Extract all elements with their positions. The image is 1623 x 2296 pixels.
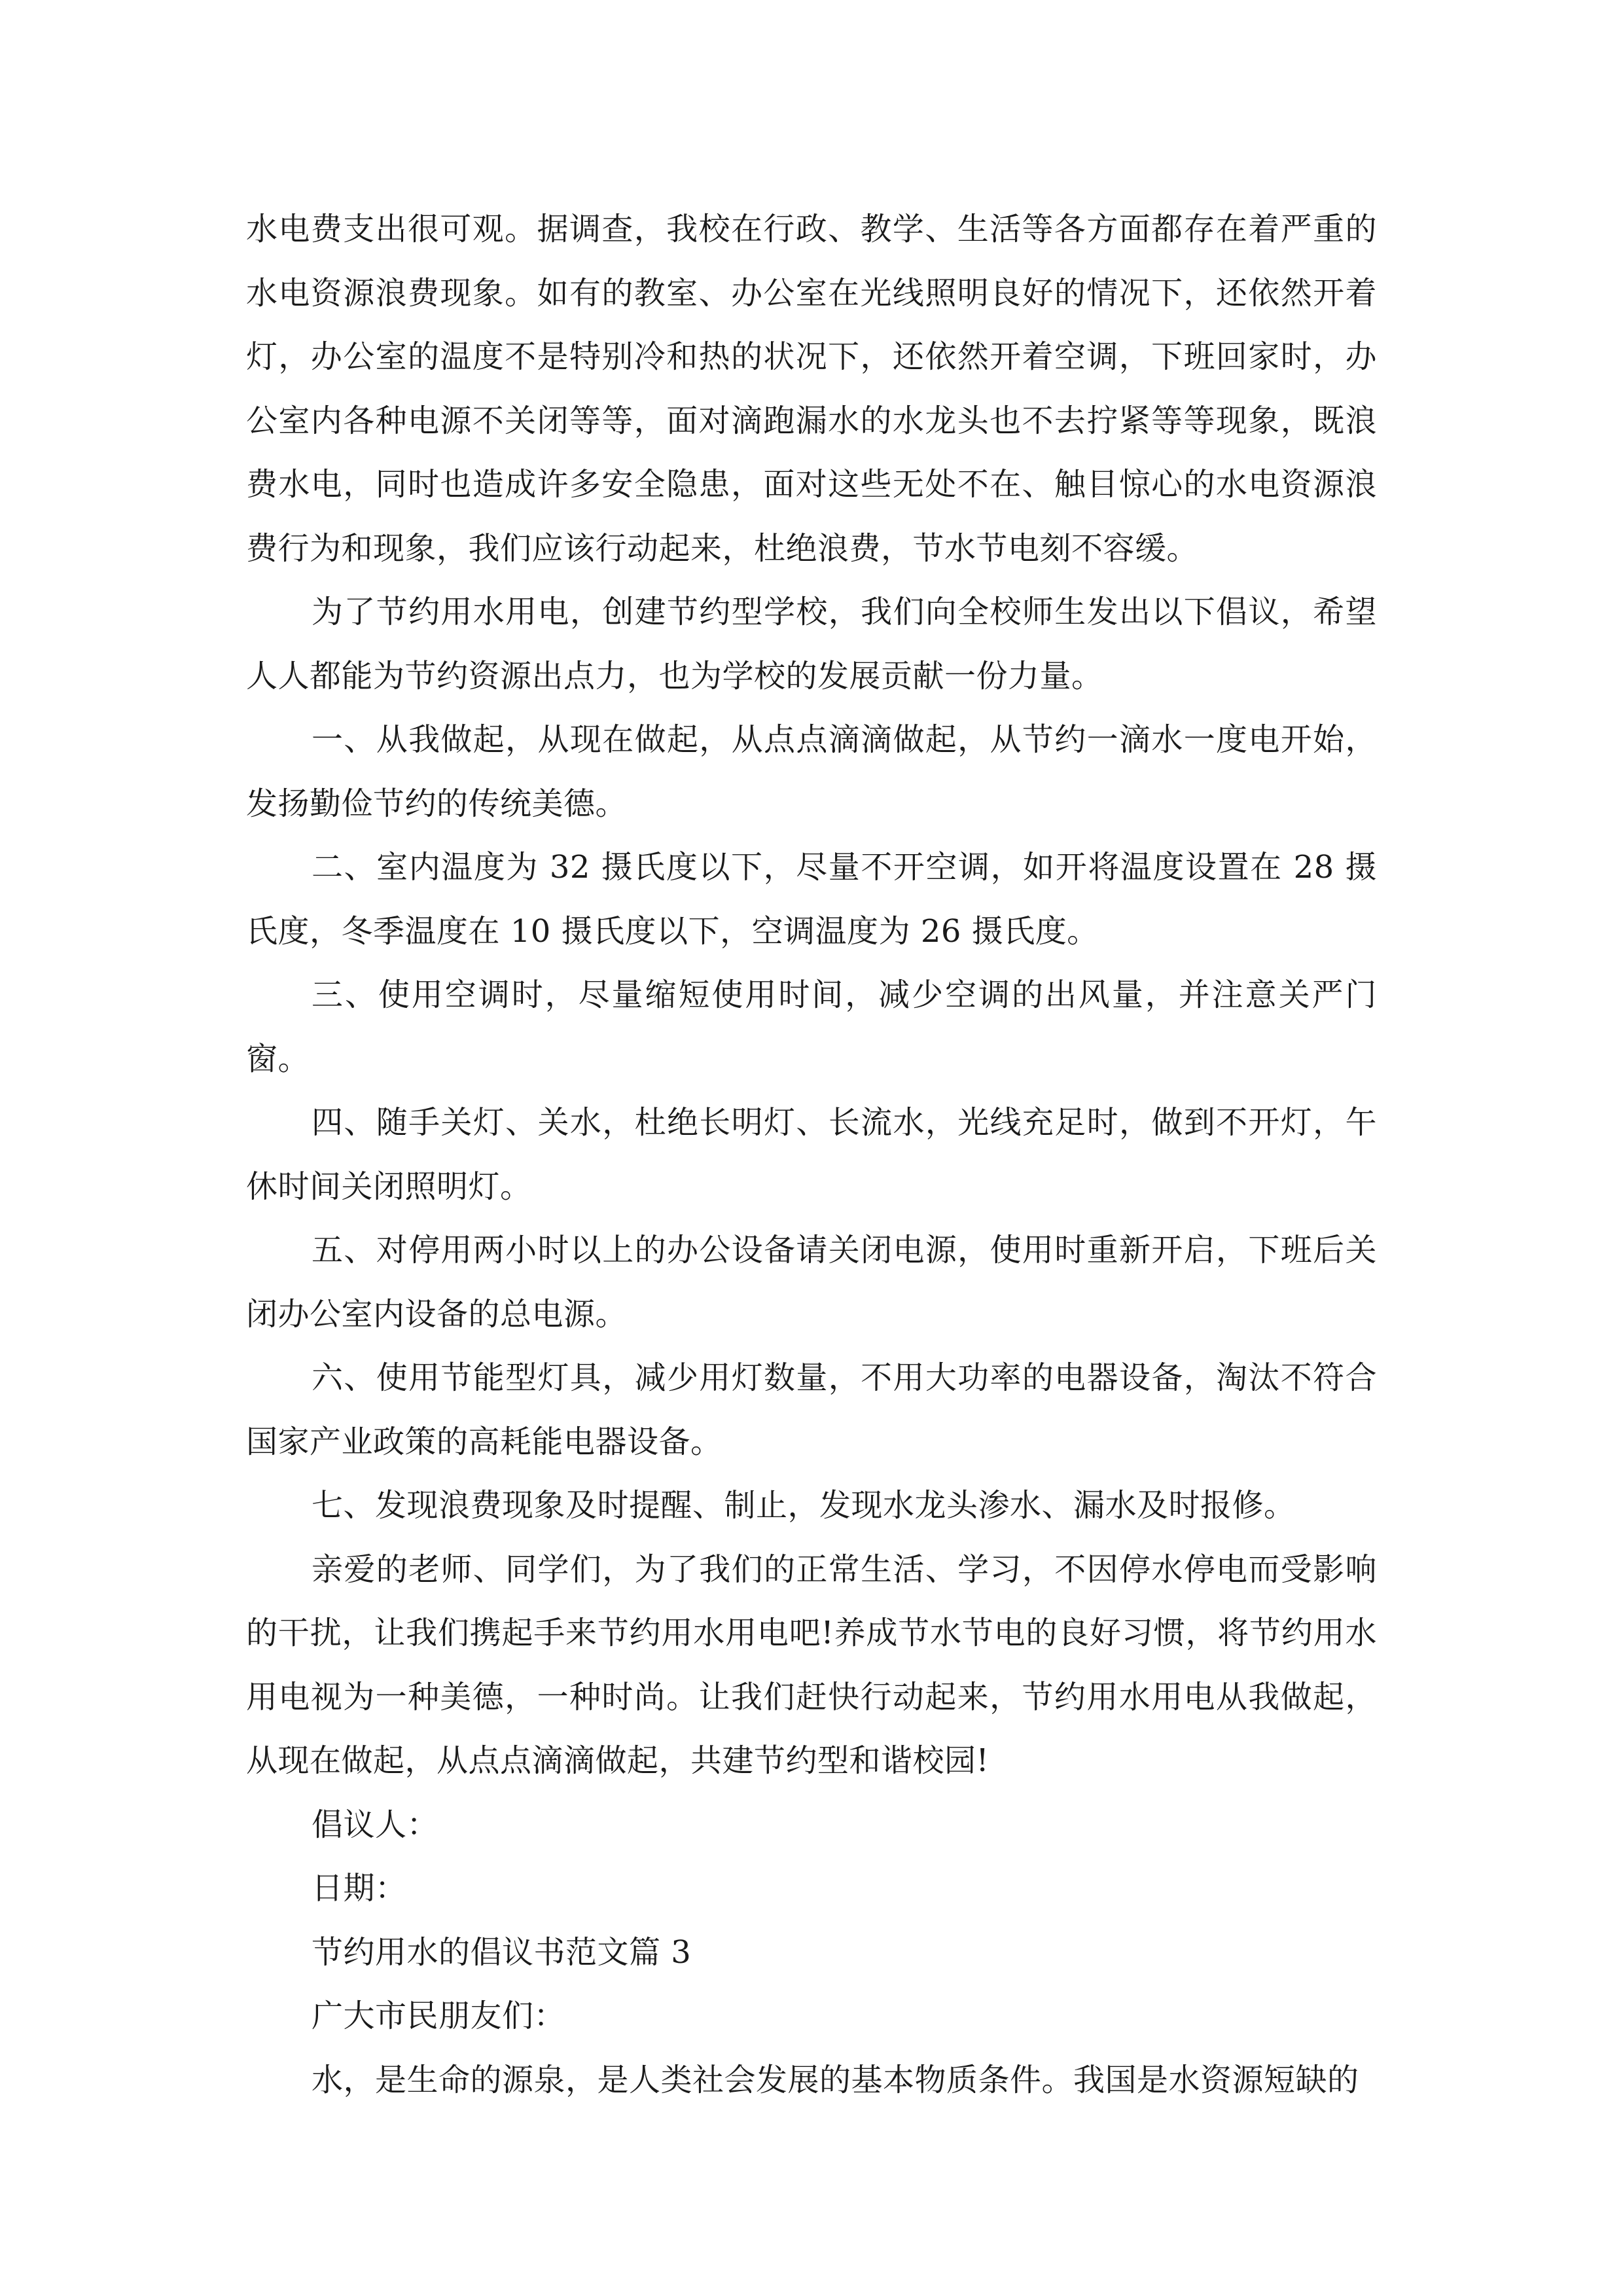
paragraph: 二、室内温度为 32 摄氏度以下，尽量不开空调，如开将温度设置在 28 摄氏度，冬季温度在 10 摄氏度以下，空调温度为 26 摄氏度。 bbox=[246, 849, 1377, 950]
paragraph: 一、从我做起，从现在做起，从点点滴滴做起，从节约一滴水一度电开始，发扬勤俭节约的传统美德。 bbox=[246, 721, 1377, 822]
salutation: 广大市民朋友们： bbox=[312, 1998, 566, 2034]
document-body bbox=[246, 198, 1377, 2112]
paragraph: 三、使用空调时，尽量缩短使用时间，减少空调的出风量，并注意关严门窗。 bbox=[246, 977, 1377, 1077]
paragraph: 水电费支出很可观。据调查，我校在行政、教学、生活等各方面都存在着严重的水电资源浪费现象。如有的教室、办公室在光线照明良好的情况下，还依然开着灯，办公室的温度不是特别冷和热的状况下，还依然开着空调，下班回家时，办公室内各种电源不关闭等等，面对滴跑漏水的水龙头也不去拧紧等等现象，既浪费水电，同时也造成许多安全隐患，面对这些无处不在、触目惊心的水电资源浪费行为和现象，我们应该行动起来，杜绝浪费，节水节电刻不容缓。 bbox=[246, 211, 1377, 567]
paragraph: 亲爱的老师、同学们，为了我们的正常生活、学习，不因停水停电而受影响的干扰，让我们携起手来节约用水用电吧!养成节水节电的良好习惯，将节约用水用电视为一种美德，一种时尚。让我们赶快行动起来，节约用水用电从我做起，从现在做起，从点点滴滴做起，共建节约型和谐校园! bbox=[246, 1551, 1377, 1779]
paragraph: 四、随手关灯、关水，杜绝长明灯、长流水，光线充足时，做到不开灯，午休时间关闭照明灯。 bbox=[246, 1104, 1377, 1205]
section-heading: 节约用水的倡议书范文篇 3 bbox=[312, 1933, 692, 1971]
paragraph: 水，是生命的源泉，是人类社会发展的基本物质条件。我国是水资源短缺的 bbox=[312, 2061, 1359, 2098]
paragraph: 为了节约用水用电，创建节约型学校，我们向全校师生发出以下倡议，希望人人都能为节约资源出点力，也为学校的发展贡献一份力量。 bbox=[246, 594, 1377, 694]
signer-label: 倡议人： bbox=[312, 1806, 439, 1843]
paragraph: 六、使用节能型灯具，减少用灯数量，不用大功率的电器设备，淘汰不符合国家产业政策的高耗能电器设备。 bbox=[246, 1359, 1377, 1460]
date-label: 日期： bbox=[312, 1870, 407, 1907]
paragraph: 七、发现浪费现象及时提醒、制止，发现水龙头渗水、漏水及时报修。 bbox=[312, 1487, 1296, 1524]
paragraph: 五、对停用两小时以上的办公设备请关闭电源，使用时重新开启，下班后关闭办公室内设备的总电源。 bbox=[246, 1232, 1377, 1333]
